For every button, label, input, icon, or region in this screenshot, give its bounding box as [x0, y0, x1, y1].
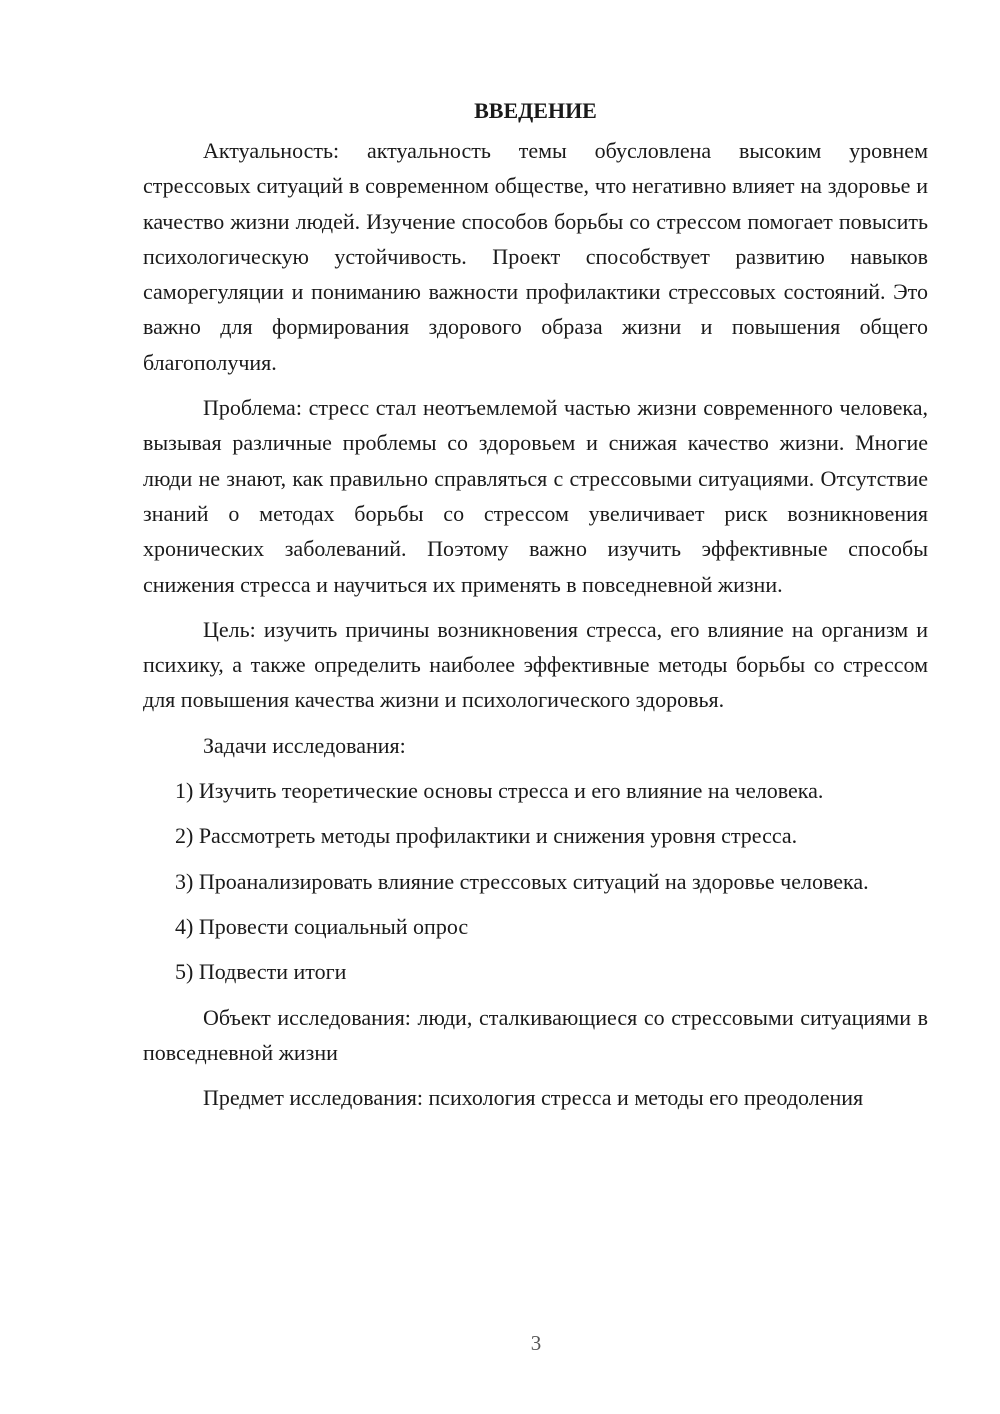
goal-paragraph: Цель: изучить причины возникновения стресса, его влияние на организм и психику, а также определить наиболее эффективные методы борьбы со стрессом для повышения качества жизни и психологического здоровья.: [143, 616, 928, 713]
tasks-heading: Задачи исследования:: [203, 732, 406, 758]
task-item: 1) Изучить теоретические основы стресса и его влияние на человека.: [175, 778, 824, 804]
task-item: 2) Рассмотреть методы профилактики и снижения уровня стресса.: [175, 823, 798, 849]
task-item: 4) Провести социальный опрос: [175, 913, 469, 939]
page-number: 3: [530, 1331, 542, 1355]
task-item: 5) Подвести итоги: [175, 959, 347, 985]
problem-paragraph: Проблема: стресс стал неотъемлемой частью жизни современного человека, вызывая различные проблемы со здоровьем и снижая качество жизни. Многие люди не знают, как правильно справляться с стрессовыми ситуациями. Отсутствие знаний о методах борьбы со стрессом увеличивает риск возникновения хронических заболеваний. Поэтому важно изучить эффективные способы снижения стресса и научиться их применять в повседневной жизни.: [143, 395, 928, 597]
object-paragraph: Объект исследования: люди, сталкивающиеся со стрессовыми ситуациями в повседневной жизни: [143, 1004, 928, 1065]
subject-paragraph: Предмет исследования: психология стресса и методы его преодоления: [203, 1085, 864, 1111]
relevance-paragraph: Актуальность: актуальность темы обусловлена высоким уровнем стрессовых ситуаций в современном обществе, что негативно влияет на здоровье и качество жизни людей. Изучение способов борьбы со стрессом помогает повысить психологическую устойчивость. Проект способствует развитию навыков саморегуляции и пониманию важности профилактики стрессовых состояний. Это важно для формирования здорового образа жизни и повышения общего благополучия.: [143, 138, 928, 375]
task-item: 3) Проанализировать влияние стрессовых ситуаций на здоровье человека.: [175, 868, 869, 894]
page-title: ВВЕДЕНИЕ: [474, 98, 597, 123]
document-page: [143, 96, 928, 1125]
